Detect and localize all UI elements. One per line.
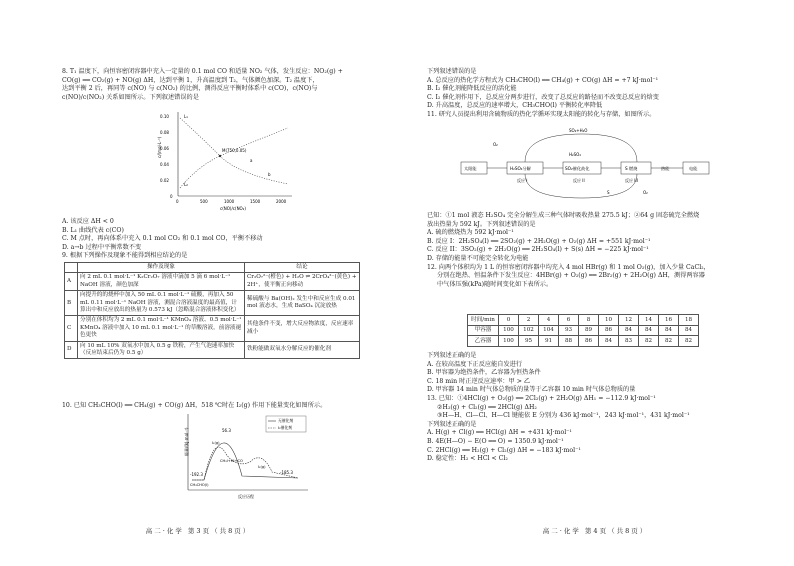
table-header: 16	[659, 315, 679, 326]
row-label: B	[65, 291, 78, 316]
row-conclusion: Cr₂O₇²⁻(橙色) + H₂O ⇌ 2CrO₄²⁻(黄色) + 2H⁺，使平衡正向移动	[245, 273, 360, 291]
q11-flow-diagram	[457, 124, 717, 210]
table-cell: 84	[679, 325, 699, 336]
table-cell: 84	[639, 325, 659, 336]
table-header: 14	[639, 315, 659, 326]
x-axis-label: c(NO)/c(NO₂)	[220, 206, 246, 211]
catalyzed-path	[192, 447, 298, 480]
q10-cont-block	[427, 68, 747, 120]
table-header: 8	[579, 315, 599, 326]
q10-stem: 10. 已知 CH₃CHO(l) ══ CH₄(g) + CO(g) ΔH，518 ℃时在 I₂(g) 作用下能量变化如图所示。	[62, 402, 327, 409]
q8-stem-line: c(NO)/c(NO₂) 关系如图所示。下列叙述错误的是	[62, 93, 199, 101]
q11-option: A. 硫的燃烧热为 592 kJ·mol⁻¹	[427, 229, 514, 237]
q8-option: B. L₁ 曲线代表 c(CO)	[62, 226, 124, 234]
x-tick: 1000	[224, 199, 235, 204]
q13-option: B. 4E(H—O) − E(O ══ O) = 1350.9 kJ·mol⁻¹	[427, 437, 564, 445]
flow-label: 反应 I	[517, 178, 528, 183]
energy-label: -185.3	[280, 470, 293, 475]
x-tick: 0	[176, 199, 179, 204]
x-tick: 500	[200, 199, 208, 204]
energy-label: I₂(g)	[258, 465, 266, 469]
flow-box-label: S 燃烧	[625, 166, 638, 171]
q12-table	[467, 314, 699, 347]
row-label: A	[65, 273, 78, 291]
y-tick: 0.02	[160, 178, 169, 183]
table-header: 操作及现象	[78, 263, 245, 273]
table-cell: 82	[659, 336, 679, 347]
row-label: C	[65, 316, 78, 341]
x-tick: 1500	[250, 199, 261, 204]
row-label: D	[65, 341, 78, 359]
table-cell: 84	[659, 325, 679, 336]
q8-block	[62, 68, 362, 102]
point-label: b	[268, 172, 271, 177]
q8-option: C. M 点时，再向体系中充入 0.1 mol CO₂ 和 0.1 mol CO，平衡不移动	[62, 235, 263, 243]
table-cell: 104	[539, 325, 559, 336]
flow-label: 反应 II	[573, 178, 585, 183]
table-header: 12	[619, 315, 639, 326]
y-tick: 0.08	[160, 130, 169, 135]
energy-label: 56.3	[222, 428, 231, 433]
y-axis-label: c/(mol·L⁻¹)	[157, 136, 162, 158]
y-tick: 0.10	[160, 114, 169, 119]
q8-options	[62, 218, 362, 261]
table-cell: 83	[619, 336, 639, 347]
table-header	[65, 263, 78, 273]
table-cell: 95	[519, 336, 539, 347]
flow-box-label: 热能	[661, 166, 670, 171]
curve-label: L₁	[184, 114, 188, 119]
point-m-label: M(750,0.05)	[222, 148, 247, 153]
q13-line: 下列叙述正确的是	[427, 420, 477, 428]
flow-box-label: SO₂催化歧化	[565, 166, 590, 171]
x-tick: 2000	[276, 199, 287, 204]
table-cell: 甲容器	[468, 325, 499, 336]
q11-text: 放出热量为 592 kJ。下列叙述错误的是	[427, 220, 536, 228]
q11-stem: 11. 研究人员提出利用含硫物质的热化学循环实现太阳能的转化与存储，如图所示。	[427, 110, 656, 118]
q12-option: D. 甲容器 14 min 时气体总物质的量等于乙容器 10 min 时气体总物质的量	[427, 386, 636, 394]
q8-option: A. 该反应 ΔH < 0	[62, 218, 114, 225]
table-header: 18	[679, 315, 699, 326]
table-header: 结论	[245, 263, 360, 273]
q9-table	[64, 262, 360, 359]
table-cell: 100	[499, 325, 519, 336]
q13-line: 13. 已知：①4HCl(g) + O₂(g) ══ 2Cl₂(g) + 2H₂O(g) ΔH₁ = −112.9 kJ·mol⁻¹	[427, 394, 656, 402]
q12-stem: 12. 向两个体积均为 1 L 的恒容密闭容器中均充入 4 mol HBr(g) 和 1 mol O₂(g)，加入少量 CaCl₂，	[427, 263, 710, 271]
q12-option: B. 甲容器为绝热条件，乙容器为恒热条件	[427, 369, 541, 377]
table-header: 2	[519, 315, 539, 326]
energy-label: CH₃I+HI+CO	[220, 459, 243, 463]
q12-stem: 中气体压强(kPa)随时间变化如下表所示。	[437, 280, 553, 288]
y-tick: 0.06	[160, 146, 169, 151]
q11-option: C. 反应 II：3SO₂(g) + 2H₂O(g) ══ 2H₂SO₄(l) + S(s) ΔH = −225 kJ·mol⁻¹	[427, 246, 649, 254]
table-header: 10	[599, 315, 619, 326]
q13-option: D. 稳定性：H₂ < HCl < Cl₂	[427, 455, 508, 463]
q10-energy-diagram	[168, 410, 318, 502]
y-axis-label: 能量/(kJ·mol⁻¹)	[184, 427, 189, 456]
q11-option: B. 反应 I：2H₂SO₄(l) ══ 2SO₂(g) + 2H₂O(g) + O₂(g) ΔH = +551 kJ·mol⁻¹	[427, 237, 651, 245]
q8-option: D. a→b 过程中平衡常数不变	[62, 243, 142, 251]
table-header: 0	[499, 315, 519, 326]
right-page	[397, 0, 794, 566]
table-cell: 乙容器	[468, 336, 499, 347]
q12-option: A. 在较高温度下正反应能自发进行	[427, 360, 523, 368]
q12-table-wrap	[467, 314, 699, 347]
energy-label: CH₃CHO(l)	[190, 483, 209, 487]
q12-question: 下列叙述正确的是	[427, 352, 477, 359]
q8-stem-line: CO(g) ══ CO₂(g) + NO(g) ΔH，达到平衡 1，升高温度到 T₂，气体颜色加深。T₂ 温度下，	[62, 76, 319, 84]
q8-stem-line: 达到平衡 2 后，再同等 c(NO) 与 c(NO₂) 的比例，测得反应平衡时体系中 c(CO)，c(NO)与	[62, 85, 318, 93]
table-header: 时间/min	[468, 315, 499, 326]
q13-line: ③H—H、Cl—Cl、H—Cl 键能依 E 分别为 436 kJ·mol⁻¹，243 kJ·mol⁻¹，431 kJ·mol⁻¹	[437, 412, 690, 420]
q13-line: ②H₂(g) + Cl₂(g) ══ 2HCl(g) ΔH₂	[437, 403, 537, 411]
flow-box-label: 太阳能	[464, 166, 477, 171]
row-conclusion: 铁粉能做双氧水分解反应的催化剂	[245, 341, 360, 359]
q8-chart	[150, 106, 300, 212]
table-cell: 84	[619, 325, 639, 336]
page-footer: 高二·化学 第3页（共8页）	[145, 527, 252, 536]
flow-label: H₂SO₄	[569, 152, 581, 157]
row-op: 分别在体积均为 2 mL 0.1 mol·L⁻¹ KMnO₄ 溶液、0.5 mol·L⁻¹ KMnO₄ 溶液中加入 10 mL 0.1 mol·L⁻¹ 的草酸溶液，前溶液褪色更快	[78, 316, 245, 341]
y-tick: 0.04	[160, 162, 169, 167]
row-conclusion: 其他条件不变，增大反应物浓度，反应速率减小	[245, 316, 360, 341]
page-footer: 高二·化学 第4页（共8页）	[542, 527, 649, 536]
table-header: 6	[559, 315, 579, 326]
row-op: 向 2 mL 0.1 mol·L⁻¹ K₂Cr₂O₇ 溶液中滴加 5 滴 6 mol·L⁻¹ NaOH 溶液，颜色加深	[78, 273, 245, 291]
table-cell: 93	[559, 325, 579, 336]
q11-option: D. 存储的能量不可能完全转化为电能	[427, 254, 529, 262]
q10-option: B. I₂ 催化剂能降低反应的活化能	[427, 85, 517, 93]
flow-label: O₂	[493, 142, 498, 147]
q10-option: C. I₂ 催化剂作用下，总反应分两步进行，改变了总反应的路径而不改变总反应的焓变	[427, 93, 659, 101]
q12-options-block	[427, 352, 757, 464]
table-cell: 91	[539, 336, 559, 347]
table-cell: 82	[639, 336, 659, 347]
q9-stem: 9. 根据下列操作及现象不能得到相应结论的是	[62, 252, 188, 260]
q10-option: D. 升高温度，总反应的速率增大，CH₃CHO(l) 平衡转化率降低	[427, 102, 603, 110]
energy-label: -192.3	[190, 472, 203, 477]
q13-option: C. 2HCl(g) ══ H₂(g) + Cl₂(g) ΔH = −183 kJ·mol⁻¹	[427, 446, 581, 454]
flow-label: SO₂+H₂O	[569, 128, 588, 133]
q12-stem: 分别在绝热、恒温条件下发生反应：4HBr(g) + O₂(g) ══ 2Br₂(g) + 2H₂O(g) ΔH，测得两容器	[437, 272, 705, 280]
table-cell: 82	[679, 336, 699, 347]
table-cell: 89	[579, 325, 599, 336]
point-label: a	[250, 158, 253, 163]
y-tick: 0	[170, 194, 173, 199]
q9-table-wrap	[64, 262, 360, 359]
table-cell: 86	[599, 325, 619, 336]
row-op: 向 10 mL 10% 双氧水中加入 0.5 g 铁粉，产生气泡速率加快（反应结束后仍为 0.5 g）	[78, 341, 245, 359]
q13-option: A. H(g) + Cl(g) ══ HCl(g) ΔH = +431 kJ·mol⁻¹	[427, 429, 572, 437]
table-cell: 100	[499, 336, 519, 347]
q11-text-block	[427, 212, 757, 289]
table-cell: 88	[559, 336, 579, 347]
table-cell: 102	[519, 325, 539, 336]
q10-option: A. 总反应的热化学方程式为 CH₃CHO(l) ══ CH₄(g) + CO(g) ΔH = +7 kJ·mol⁻¹	[427, 76, 659, 84]
row-conclusion: 稀硫酸与 Ba(OH)₂ 发生中和反应生成 0.01 mol 液态水，生成 BaSO₄ 沉淀放热	[245, 291, 360, 316]
curve-label: L₂	[184, 182, 188, 187]
table-cell: 86	[579, 336, 599, 347]
flow-box-label: H₂SO₄分解	[510, 166, 531, 171]
legend-entry: 无催化剂	[278, 418, 294, 423]
curve-l2	[180, 128, 288, 188]
flow-label: O₂	[643, 190, 648, 195]
q11-text: 已知：①1 mol 液态 H₂SO₄ 完全分解生成三种气体时吸收热量 275.5 kJ；②64 g 固态硫完全燃烧	[427, 212, 700, 219]
table-cell: 84	[599, 336, 619, 347]
flow-label: 反应 III	[625, 178, 638, 183]
energy-label: I₂(g)	[212, 441, 220, 445]
flow-label: S	[607, 190, 610, 195]
flow-box-label: 电能	[689, 166, 698, 171]
table-header: 4	[539, 315, 559, 326]
q8-stem-line: 8. T₁ 温度下，向恒容密闭容器中充入一定量的 0.1 mol CO 和适量 NO₂ 气体，发生反应：NO₂(g) +	[62, 68, 343, 75]
q12-option: C. 18 min 时正逆反应速率：甲 > 乙	[427, 377, 531, 385]
q10-cont-stem: 下列叙述错误的是	[427, 68, 477, 75]
x-axis-label: 反应历程	[238, 494, 254, 499]
row-op: 向提升的的烧杯中加入 50 mL 0.1 mol·L⁻¹ 硫酸，再加入 50 mL 0.11 mol·L⁻¹ NaOH 溶液，测混合溶液温度的最高值，计算出中和反应放出的热量为 0.573 kJ（忽略混合溶液体积变化）	[78, 291, 245, 316]
legend-entry: I₂催化剂	[278, 425, 293, 430]
